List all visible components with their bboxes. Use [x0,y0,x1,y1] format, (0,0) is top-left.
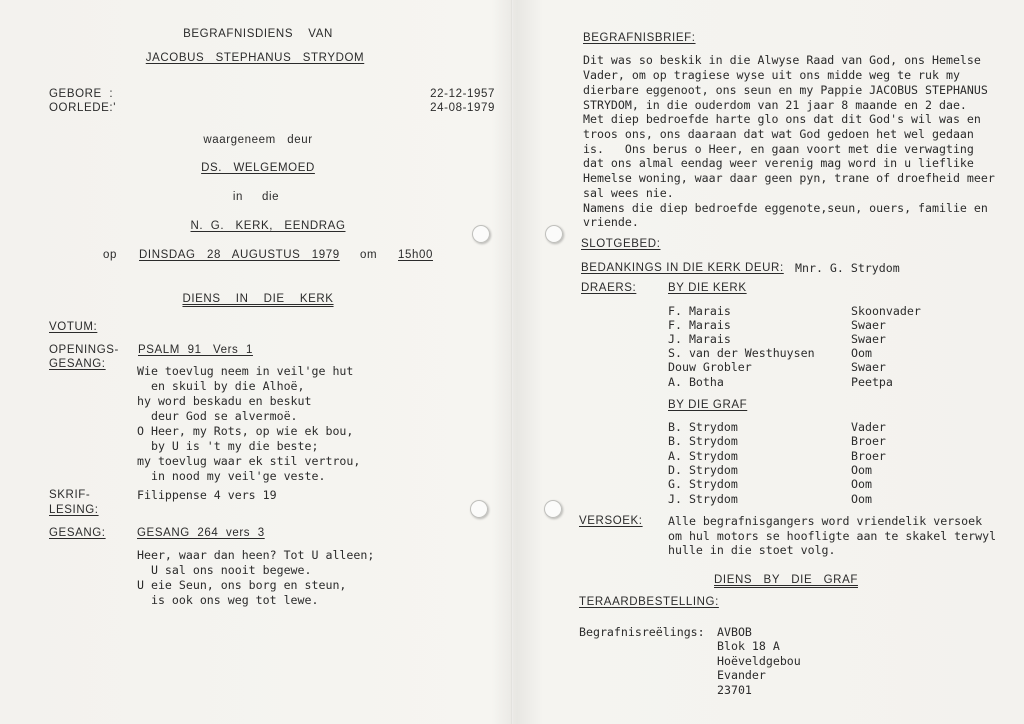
bearer-name: F. Marais [668,318,731,332]
bearer-relation: Oom [851,463,872,477]
thanks-label: BEDANKINGS IN DIE KERK DEUR: [581,262,784,274]
letter-line: Dit was so beskik in die Alwyse Raad van God, ons Hemelse [583,53,981,67]
punch-hole [544,500,562,518]
scripture-label-2: LESING: [49,504,99,516]
request-label: VERSOEK: [579,515,643,527]
born-date: 22-12-1957 [430,88,495,100]
deceased-name: JACOBUS STEPHANUS STRYDOM [145,52,365,64]
letter-line: STRYDOM, in die ouderdom van 21 jaar 8 maande en 2 dae. [583,98,967,112]
bearer-name: J. Marais [668,332,731,346]
pallbearers-label: DRAERS: [581,282,637,294]
letter-line: troos ons, ons daaraan dat wat God gedoen het wel gedaan [583,127,974,141]
bearer-relation: Swaer [851,360,886,374]
bearer-name: S. van der Westhuysen [668,346,815,360]
church-bearers-heading: BY DIE KERK [668,282,747,294]
church-service-heading: DIENS IN DIE KERK [182,293,334,305]
died-date: 24-08-1979 [430,102,495,114]
bearer-relation: Broer [851,434,886,448]
psalm-line: en skuil by die Alhoë, [137,379,305,393]
hymn-line: U sal ons nooit begewe. [137,563,312,577]
service-time: 15h00 [398,249,433,261]
request-line: om hul motors se hoofligte aan te skakel terwyl [668,529,997,543]
punch-hole [470,500,488,518]
opening-hymn-label-2: GESANG: [49,358,106,370]
bearer-relation: Peetpa [851,375,893,389]
program-title: BEGRAFNISDIENS VAN [183,28,333,40]
died-label: OORLEDE:' [49,102,117,114]
bearer-name: D. Strydom [668,463,738,477]
interment-label: TERAARDBESTELLING: [579,596,719,608]
bearer-relation: Swaer [851,318,886,332]
bearer-relation: Broer [851,449,886,463]
request-line: hulle in die stoet volg. [668,543,836,557]
officiated-by-text: waargeneem deur [203,134,313,146]
psalm-line: deur God se alvermoë. [137,409,298,423]
graveside-service-heading: DIENS BY DIE GRAF [714,574,858,586]
hymn-label: GESANG: [49,527,106,539]
funeral-letter-heading: BEGRAFNISBRIEF: [583,32,696,44]
arrangements-line: Blok 18 A [717,639,780,653]
opening-hymn-label: OPENINGS- [49,344,119,356]
letter-line: is. Ons berus o Heer, en gaan voort met die verwagting [583,142,974,156]
arrangements-line: Hoëveldgebou [717,654,801,668]
center-fold [511,0,513,724]
letter-line: Met diep bedroefde harte glo ons dat dit God's wil was en [583,112,981,126]
letter-line: dat ons almal eendag weer verenig mag word in u lieflike [583,156,974,170]
bearer-relation: Swaer [851,332,886,346]
psalm-line: hy word beskadu en beskut [137,394,312,408]
letter-line: Namens die diep bedroefde eggenote,seun, ouers, familie en [583,201,988,215]
psalm-line: my toevlug waar ek stil vertrou, [137,454,361,468]
bearer-name: Douw Grobler [668,360,752,374]
psalm-line: O Heer, my Rots, op wie ek bou, [137,424,354,438]
bearer-relation: Oom [851,477,872,491]
punch-hole [472,225,490,243]
hymn-title: GESANG 264 vers 3 [137,527,265,539]
bearer-name: B. Strydom [668,434,738,448]
psalm-line: by U is 't my die beste; [137,439,319,453]
bearer-name: A. Strydom [668,449,738,463]
letter-line: vriende. [583,215,639,229]
bearer-name: A. Botha [668,375,724,389]
votum-label: VOTUM: [49,321,98,333]
letter-line: sal wees nie. [583,186,674,200]
church-name: N. G. KERK, EENDRAG [190,220,346,232]
psalm-line: in nood my veil'ge veste. [137,469,326,483]
service-date: DINSDAG 28 AUGUSTUS 1979 [139,249,340,261]
punch-hole [545,225,563,243]
hymn-line: Heer, waar dan heen? Tot U alleen; [137,548,375,562]
closing-prayer-label: SLOTGEBED: [581,238,661,250]
arrangements-line: 23701 [717,683,752,697]
hymn-line: U eie Seun, ons borg en steun, [137,578,347,592]
grave-bearers-heading: BY DIE GRAF [668,399,748,411]
arrangements-line: AVBOB [717,625,752,639]
bearer-name: B. Strydom [668,420,738,434]
at-text: om [360,249,378,261]
bearer-name: J. Strydom [668,492,738,506]
in-the-text: in die [232,191,280,203]
arrangements-label: Begrafnisreëlings: [579,625,705,639]
psalm-title: PSALM 91 Vers 1 [138,344,253,356]
letter-line: Vader, om op tragiese wyse uit ons midde weg te ruk my [583,68,960,82]
letter-line: dierbare eggenoot, ons seun en my Pappie JACOBUS STEPHANUS [583,83,988,97]
born-label: GEBORE : [49,88,114,100]
scripture-label: SKRIF- [49,489,91,501]
minister-name: DS. WELGEMOED [201,162,315,174]
bearer-relation: Oom [851,346,872,360]
bearer-relation: Skoonvader [851,304,921,318]
letter-line: Hemelse woning, waar daar geen pyn, trane of droefheid meer [583,171,995,185]
psalm-line: Wie toevlug neem in veil'ge hut [137,364,354,378]
arrangements-line: Evander [717,668,766,682]
request-line: Alle begrafnisgangers word vriendelik versoek [668,514,983,528]
scripture-reading: Filippense 4 vers 19 [137,488,277,502]
bearer-relation: Oom [851,492,872,506]
thanks-name: Mnr. G. Strydom [795,261,900,275]
bearer-name: G. Strydom [668,477,738,491]
bearer-relation: Vader [851,420,886,434]
hymn-line: is ook ons weg tot lewe. [137,593,319,607]
bearer-name: F. Marais [668,304,731,318]
on-text: op [103,249,117,261]
